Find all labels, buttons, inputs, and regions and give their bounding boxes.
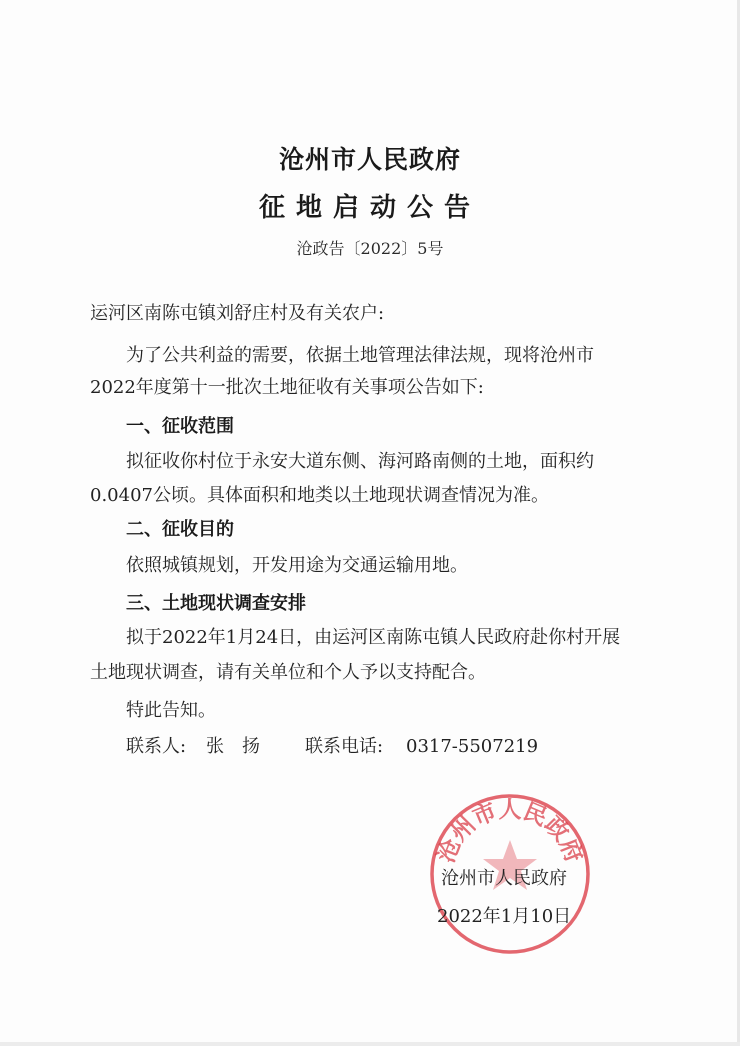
contact-name: 张 扬 xyxy=(206,736,260,757)
addressee: 运河区南陈屯镇刘舒庄村及有关农户: xyxy=(90,303,385,324)
section-1-line-1: 拟征收你村位于永安大道东侧、海河路南侧的土地，面积约 xyxy=(126,451,594,472)
section-1-line-2: 0.0407公顷。具体面积和地类以土地现状调查情况为准。 xyxy=(90,485,549,506)
phone-label: 联系电话: xyxy=(305,736,384,757)
intro-line-1: 为了公共利益的需要，依据土地管理法律法规，现将沧州市 xyxy=(126,345,594,366)
section-1-heading: 一、征收范围 xyxy=(126,416,234,437)
signature-org: 沧州市人民政府 xyxy=(441,868,567,889)
document-subtitle: 征地启动公告 xyxy=(258,193,481,223)
signature-date: 2022年1月10日 xyxy=(437,906,572,927)
section-3-heading: 三、土地现状调查安排 xyxy=(126,593,306,614)
document-title: 沧州市人民政府 xyxy=(278,145,461,174)
phone-number: 0317-5507219 xyxy=(406,736,539,757)
scan-bottom-edge xyxy=(0,1042,740,1046)
section-3-line-1: 拟于2022年1月24日，由运河区南陈屯镇人民政府赴你村开展 xyxy=(126,627,621,648)
seal-text: 沧州市人民政府 xyxy=(432,795,588,867)
section-3-line-2: 土地现状调查，请有关单位和个人予以支持配合。 xyxy=(90,662,486,683)
section-2-heading: 二、征收目的 xyxy=(126,519,234,540)
section-2-line-1: 依照城镇规划，开发用途为交通运输用地。 xyxy=(126,555,468,576)
contact-label: 联系人: xyxy=(126,736,187,757)
closing-text: 特此告知。 xyxy=(126,700,216,721)
document-number: 沧政告〔2022〕5号 xyxy=(296,239,444,258)
intro-line-2: 2022年度第十一批次土地征收有关事项公告如下: xyxy=(90,377,484,398)
